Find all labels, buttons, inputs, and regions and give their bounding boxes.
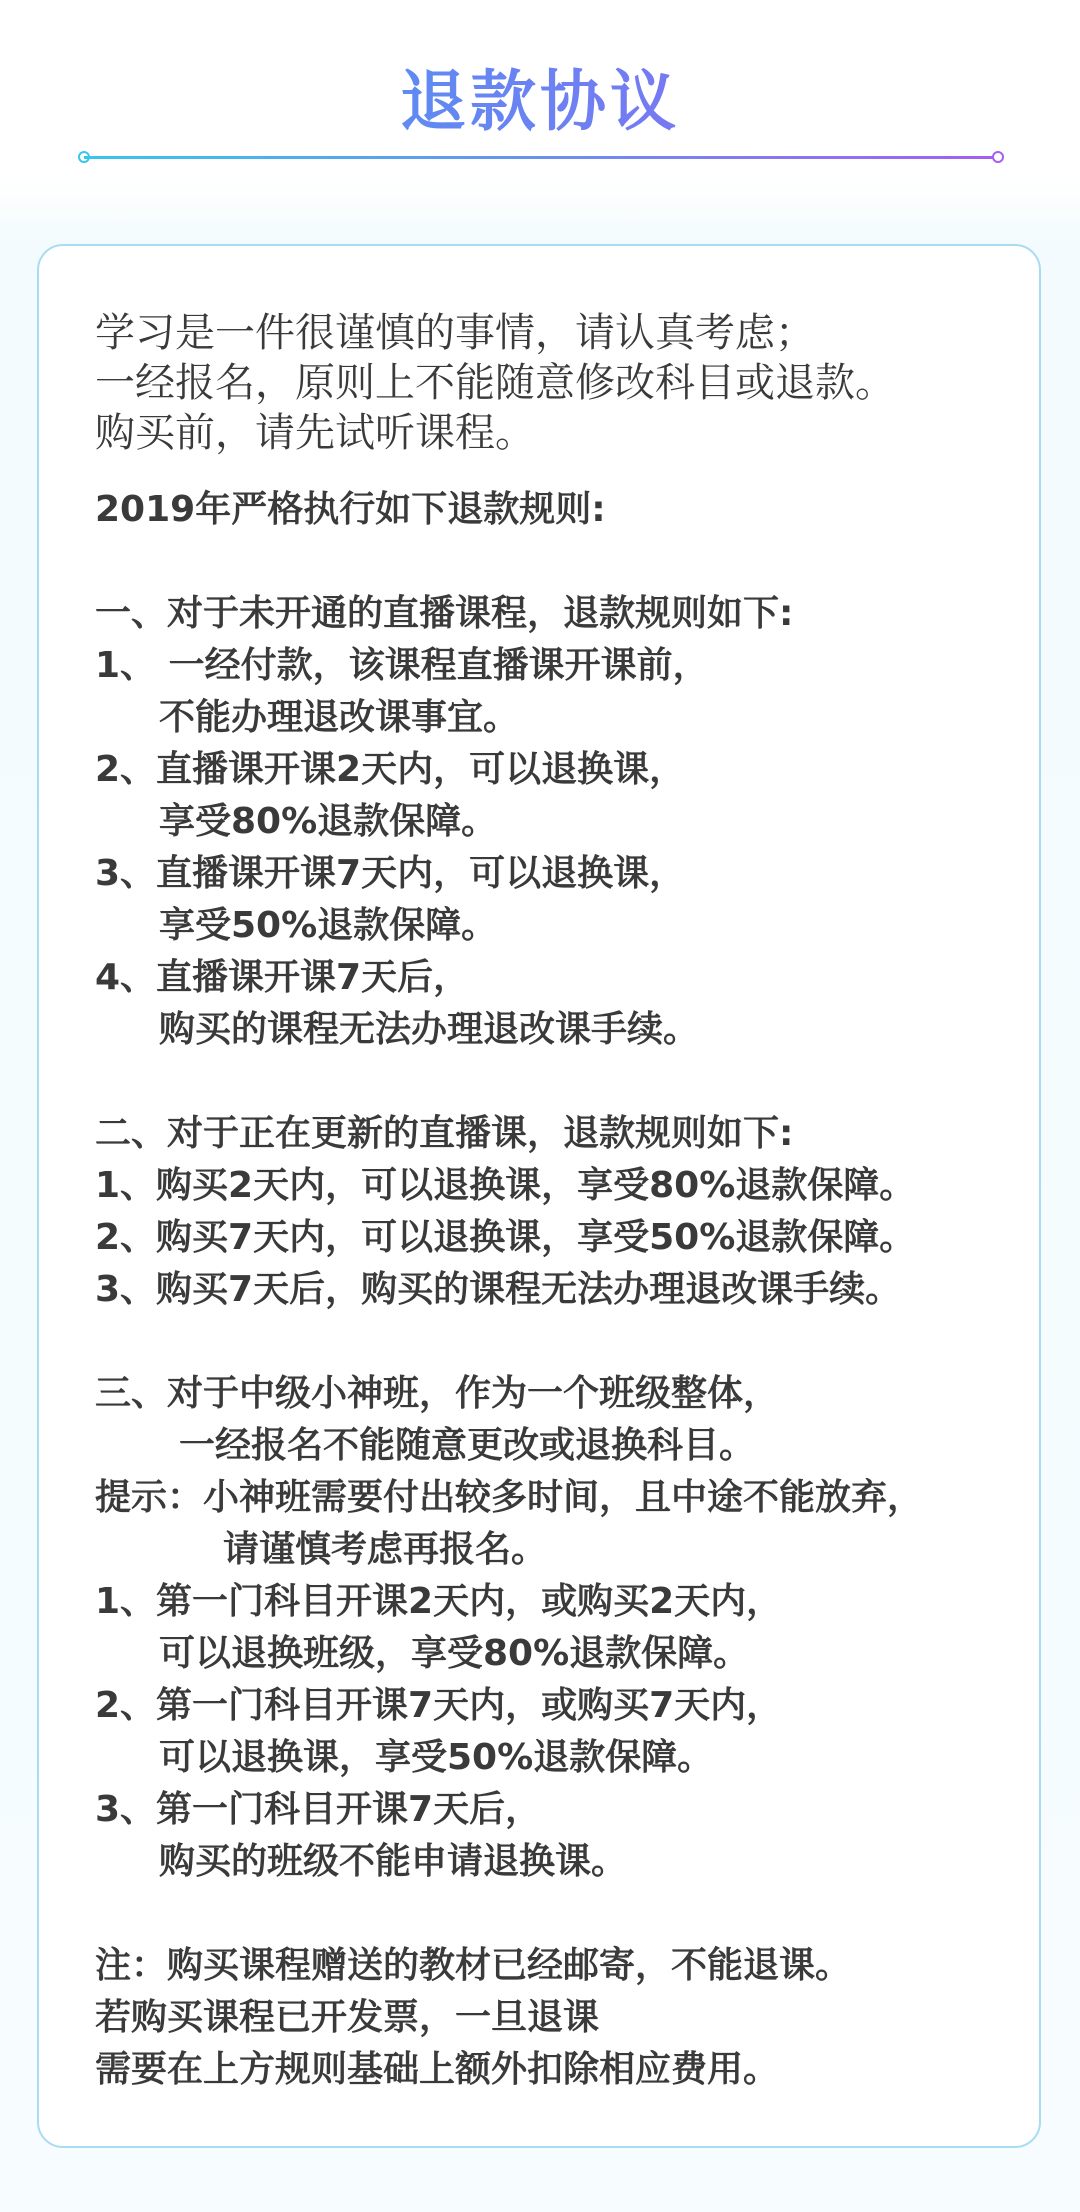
section2-rule: 1、购买2天内，可以退换课，享受80%退款保障。 — [95, 1165, 916, 1206]
section1-rule-cont: 不能办理退改课事宜。 — [159, 697, 520, 738]
section3-rule: 3、第一门科目开课7天后， — [95, 1789, 542, 1830]
note-line: 注：购买课程赠送的教材已经邮寄，不能退课。 — [95, 1945, 852, 1986]
note-line: 若购买课程已开发票，一旦退课 — [95, 1997, 600, 2038]
section2-heading: 二、对于正在更新的直播课，退款规则如下: — [95, 1113, 794, 1154]
note-line: 需要在上方规则基础上额外扣除相应费用。 — [95, 2049, 780, 2090]
section3-rule-cont: 可以退换班级，享受80%退款保障。 — [159, 1633, 750, 1674]
policy-year: 2019年严格执行如下退款规则: — [95, 489, 606, 530]
refund-policy-card — [37, 244, 1041, 2148]
section3-heading: 三、对于中级小神班，作为一个班级整体， — [95, 1373, 780, 1414]
section3-heading-cont: 一经报名不能随意更改或退换科目。 — [179, 1425, 756, 1466]
section3-tip-cont: 请谨慎考虑再报名。 — [223, 1529, 548, 1570]
section1-rule: 1、 一经付款，该课程直播课开课前， — [95, 645, 709, 686]
section1-rule: 3、直播课开课7天内，可以退换课， — [95, 853, 686, 894]
intro-line: 一经报名，原则上不能随意修改科目或退款。 — [95, 360, 895, 406]
section3-rule: 2、第一门科目开课7天内，或购买7天内， — [95, 1685, 783, 1726]
section1-rule: 4、直播课开课7天后， — [95, 957, 470, 998]
section1-rule: 2、直播课开课2天内，可以退换课， — [95, 749, 686, 790]
section2-rule: 3、购买7天后，购买的课程无法办理退改课手续。 — [95, 1269, 902, 1310]
title-divider — [84, 156, 998, 159]
section2-rule: 2、购买7天内，可以退换课，享受50%退款保障。 — [95, 1217, 916, 1258]
section1-rule-cont: 购买的课程无法办理退改课手续。 — [159, 1009, 700, 1050]
section3-rule-cont: 可以退换课，享受50%退款保障。 — [159, 1737, 714, 1778]
section1-rule-cont: 享受80%退款保障。 — [159, 801, 498, 842]
section1-heading: 一、对于未开通的直播课程，退款规则如下: — [95, 593, 794, 634]
section3-rule: 1、第一门科目开课2天内，或购买2天内， — [95, 1581, 783, 1622]
intro-line: 学习是一件很谨慎的事情，请认真考虑； — [95, 310, 815, 356]
section3-rule-cont: 购买的班级不能申请退换课。 — [159, 1841, 628, 1882]
title-line-right-dot — [992, 151, 1004, 163]
section1-rule-cont: 享受50%退款保障。 — [159, 905, 498, 946]
page-title: 退款协议 — [0, 62, 1080, 142]
intro-line: 购买前，请先试听课程。 — [95, 410, 535, 456]
section3-tip: 提示：小神班需要付出较多时间，且中途不能放弃， — [95, 1477, 924, 1518]
